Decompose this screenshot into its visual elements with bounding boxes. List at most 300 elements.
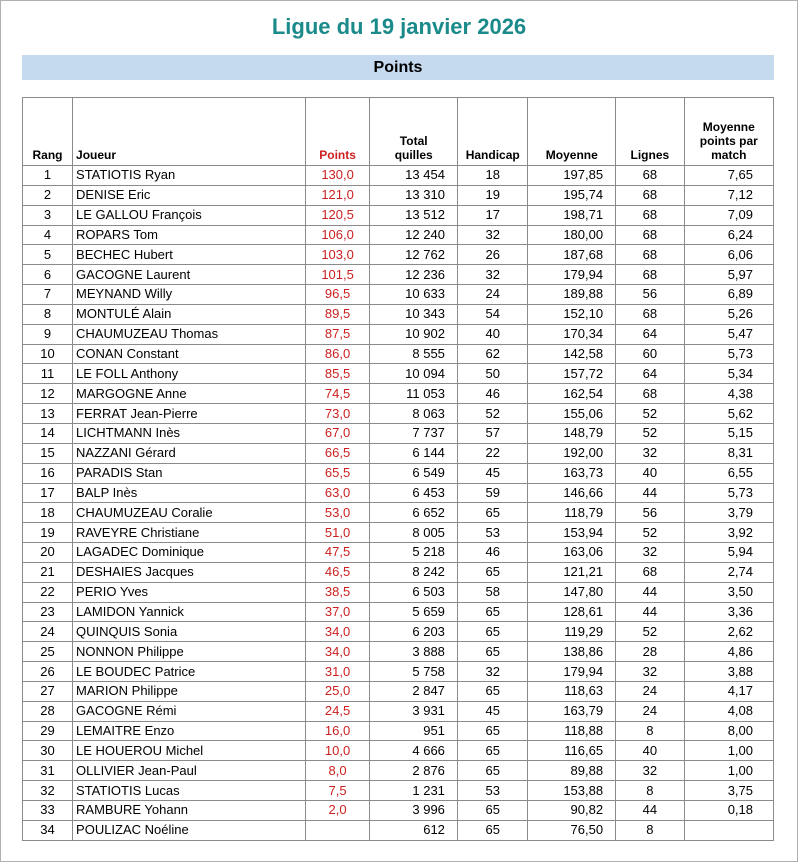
cell-joueur: FERRAT Jean-Pierre [73, 404, 306, 424]
table-row [23, 443, 774, 463]
cell-rang: 26 [23, 662, 73, 682]
cell-moyenne: 118,88 [528, 721, 616, 741]
cell-rang: 4 [23, 225, 73, 245]
cell-handicap: 57 [457, 423, 528, 443]
cell-points: 10,0 [305, 741, 370, 761]
cell-total-quilles: 1 231 [370, 781, 457, 801]
cell-total-quilles: 3 888 [370, 642, 457, 662]
cell-joueur: DESHAIES Jacques [73, 562, 306, 582]
header-mpm-line1: Moyenne [702, 120, 755, 134]
table-row [23, 721, 774, 741]
cell-total-quilles: 10 633 [370, 285, 457, 305]
cell-lignes: 40 [616, 741, 685, 761]
cell-rang: 29 [23, 721, 73, 741]
cell-handicap: 65 [457, 681, 528, 701]
cell-moyenne-points-par-match: 5,73 [684, 344, 773, 364]
cell-points: 8,0 [305, 761, 370, 781]
cell-moyenne: 89,88 [528, 761, 616, 781]
cell-total-quilles: 13 454 [370, 166, 457, 186]
table-row [23, 285, 774, 305]
cell-moyenne: 118,79 [528, 503, 616, 523]
cell-total-quilles: 951 [370, 721, 457, 741]
cell-rang: 33 [23, 801, 73, 821]
cell-moyenne-points-par-match: 5,26 [684, 304, 773, 324]
cell-handicap: 53 [457, 781, 528, 801]
cell-handicap: 17 [457, 205, 528, 225]
table-row [23, 166, 774, 186]
cell-moyenne-points-par-match: 4,86 [684, 642, 773, 662]
cell-moyenne: 146,66 [528, 483, 616, 503]
cell-joueur: BALP Inès [73, 483, 306, 503]
table-row [23, 225, 774, 245]
cell-moyenne: 195,74 [528, 185, 616, 205]
cell-rang: 2 [23, 185, 73, 205]
table-row [23, 245, 774, 265]
cell-handicap: 32 [457, 265, 528, 285]
cell-moyenne: 116,65 [528, 741, 616, 761]
header-moyenne: Moyenne [528, 98, 616, 166]
table-row [23, 622, 774, 642]
cell-moyenne: 197,85 [528, 166, 616, 186]
cell-lignes: 52 [616, 622, 685, 642]
cell-total-quilles: 5 758 [370, 662, 457, 682]
cell-points: 87,5 [305, 324, 370, 344]
table-row [23, 801, 774, 821]
cell-moyenne: 192,00 [528, 443, 616, 463]
cell-handicap: 53 [457, 523, 528, 543]
cell-points: 34,0 [305, 622, 370, 642]
cell-lignes: 56 [616, 503, 685, 523]
cell-rang: 12 [23, 384, 73, 404]
table-row [23, 781, 774, 801]
cell-moyenne-points-par-match: 5,94 [684, 543, 773, 563]
cell-handicap: 65 [457, 503, 528, 523]
cell-moyenne: 162,54 [528, 384, 616, 404]
cell-total-quilles: 10 094 [370, 364, 457, 384]
cell-rang: 6 [23, 265, 73, 285]
cell-lignes: 68 [616, 185, 685, 205]
cell-total-quilles: 6 652 [370, 503, 457, 523]
cell-points: 2,0 [305, 801, 370, 821]
cell-joueur: MARION Philippe [73, 681, 306, 701]
cell-points: 106,0 [305, 225, 370, 245]
cell-rang: 1 [23, 166, 73, 186]
cell-lignes: 68 [616, 205, 685, 225]
cell-lignes: 32 [616, 761, 685, 781]
cell-rang: 19 [23, 523, 73, 543]
cell-joueur: STATIOTIS Lucas [73, 781, 306, 801]
table-row [23, 205, 774, 225]
cell-moyenne-points-par-match: 3,79 [684, 503, 773, 523]
cell-handicap: 62 [457, 344, 528, 364]
cell-total-quilles: 2 876 [370, 761, 457, 781]
cell-joueur: QUINQUIS Sonia [73, 622, 306, 642]
cell-points [305, 820, 370, 840]
cell-joueur: DENISE Eric [73, 185, 306, 205]
cell-moyenne-points-par-match [684, 820, 773, 840]
table-row [23, 404, 774, 424]
cell-handicap: 54 [457, 304, 528, 324]
cell-joueur: LE FOLL Anthony [73, 364, 306, 384]
cell-joueur: CONAN Constant [73, 344, 306, 364]
cell-lignes: 24 [616, 681, 685, 701]
table-row [23, 185, 774, 205]
table-row [23, 681, 774, 701]
cell-points: 130,0 [305, 166, 370, 186]
cell-moyenne-points-par-match: 3,75 [684, 781, 773, 801]
cell-lignes: 40 [616, 463, 685, 483]
table-row [23, 662, 774, 682]
cell-moyenne-points-par-match: 6,89 [684, 285, 773, 305]
cell-moyenne: 121,21 [528, 562, 616, 582]
table-row [23, 344, 774, 364]
cell-rang: 25 [23, 642, 73, 662]
header-total-line1: Total [399, 134, 428, 148]
cell-total-quilles: 8 242 [370, 562, 457, 582]
table-row [23, 562, 774, 582]
cell-moyenne: 147,80 [528, 582, 616, 602]
cell-moyenne-points-par-match: 0,18 [684, 801, 773, 821]
cell-total-quilles: 8 005 [370, 523, 457, 543]
cell-rang: 32 [23, 781, 73, 801]
cell-lignes: 64 [616, 364, 685, 384]
cell-joueur: ROPARS Tom [73, 225, 306, 245]
cell-lignes: 68 [616, 166, 685, 186]
cell-total-quilles: 12 240 [370, 225, 457, 245]
cell-total-quilles: 6 203 [370, 622, 457, 642]
cell-total-quilles: 5 218 [370, 543, 457, 563]
cell-moyenne-points-par-match: 1,00 [684, 741, 773, 761]
cell-points: 121,0 [305, 185, 370, 205]
cell-total-quilles: 2 847 [370, 681, 457, 701]
cell-rang: 22 [23, 582, 73, 602]
cell-handicap: 40 [457, 324, 528, 344]
section-banner: Points [22, 55, 774, 80]
cell-points: 67,0 [305, 423, 370, 443]
cell-joueur: CHAUMUZEAU Coralie [73, 503, 306, 523]
cell-handicap: 65 [457, 820, 528, 840]
cell-joueur: RAVEYRE Christiane [73, 523, 306, 543]
cell-moyenne-points-par-match: 3,36 [684, 602, 773, 622]
table-row [23, 582, 774, 602]
table-row [23, 423, 774, 443]
cell-handicap: 24 [457, 285, 528, 305]
cell-joueur: LE BOUDEC Patrice [73, 662, 306, 682]
cell-points: 96,5 [305, 285, 370, 305]
cell-handicap: 32 [457, 225, 528, 245]
header-points: Points [305, 98, 370, 166]
cell-points: 25,0 [305, 681, 370, 701]
cell-points: 120,5 [305, 205, 370, 225]
cell-moyenne: 148,79 [528, 423, 616, 443]
cell-total-quilles: 8 555 [370, 344, 457, 364]
cell-rang: 20 [23, 543, 73, 563]
cell-moyenne-points-par-match: 7,12 [684, 185, 773, 205]
cell-moyenne-points-par-match: 6,24 [684, 225, 773, 245]
cell-points: 53,0 [305, 503, 370, 523]
cell-moyenne: 128,61 [528, 602, 616, 622]
cell-joueur: OLLIVIER Jean-Paul [73, 761, 306, 781]
cell-lignes: 64 [616, 324, 685, 344]
cell-points: 34,0 [305, 642, 370, 662]
cell-rang: 9 [23, 324, 73, 344]
cell-handicap: 65 [457, 741, 528, 761]
table-row [23, 543, 774, 563]
cell-lignes: 52 [616, 404, 685, 424]
cell-moyenne-points-par-match: 5,34 [684, 364, 773, 384]
table-row [23, 384, 774, 404]
cell-total-quilles: 11 053 [370, 384, 457, 404]
cell-points: 63,0 [305, 483, 370, 503]
cell-joueur: LICHTMANN Inès [73, 423, 306, 443]
table-row [23, 463, 774, 483]
cell-points: 65,5 [305, 463, 370, 483]
header-handicap: Handicap [457, 98, 528, 166]
cell-joueur: PARADIS Stan [73, 463, 306, 483]
cell-rang: 24 [23, 622, 73, 642]
cell-joueur: LEMAITRE Enzo [73, 721, 306, 741]
cell-lignes: 32 [616, 543, 685, 563]
cell-handicap: 19 [457, 185, 528, 205]
cell-moyenne: 142,58 [528, 344, 616, 364]
cell-lignes: 68 [616, 304, 685, 324]
cell-lignes: 68 [616, 245, 685, 265]
cell-rang: 11 [23, 364, 73, 384]
cell-points: 73,0 [305, 404, 370, 424]
table-row [23, 304, 774, 324]
cell-points: 46,5 [305, 562, 370, 582]
cell-handicap: 52 [457, 404, 528, 424]
cell-joueur: LE GALLOU François [73, 205, 306, 225]
cell-joueur: STATIOTIS Ryan [73, 166, 306, 186]
cell-moyenne: 163,06 [528, 543, 616, 563]
cell-rang: 31 [23, 761, 73, 781]
cell-lignes: 32 [616, 443, 685, 463]
header-row [23, 98, 774, 166]
cell-total-quilles: 5 659 [370, 602, 457, 622]
table-row [23, 265, 774, 285]
table-row [23, 820, 774, 840]
cell-total-quilles: 13 310 [370, 185, 457, 205]
cell-rang: 18 [23, 503, 73, 523]
cell-handicap: 18 [457, 166, 528, 186]
cell-rang: 16 [23, 463, 73, 483]
table-row [23, 741, 774, 761]
cell-moyenne: 118,63 [528, 681, 616, 701]
cell-moyenne-points-par-match: 5,47 [684, 324, 773, 344]
cell-rang: 7 [23, 285, 73, 305]
header-mpm-line2: points par [699, 134, 758, 148]
cell-rang: 8 [23, 304, 73, 324]
cell-total-quilles: 4 666 [370, 741, 457, 761]
cell-moyenne-points-par-match: 3,50 [684, 582, 773, 602]
cell-points: 31,0 [305, 662, 370, 682]
cell-points: 89,5 [305, 304, 370, 324]
cell-moyenne: 180,00 [528, 225, 616, 245]
cell-moyenne-points-par-match: 6,06 [684, 245, 773, 265]
header-moyenne-points-par-match [684, 98, 773, 166]
cell-moyenne-points-par-match: 4,38 [684, 384, 773, 404]
cell-joueur: MEYNAND Willy [73, 285, 306, 305]
cell-handicap: 65 [457, 801, 528, 821]
cell-points: 47,5 [305, 543, 370, 563]
cell-rang: 10 [23, 344, 73, 364]
cell-lignes: 32 [616, 662, 685, 682]
cell-handicap: 65 [457, 562, 528, 582]
cell-moyenne-points-par-match: 7,65 [684, 166, 773, 186]
cell-points: 37,0 [305, 602, 370, 622]
cell-joueur: NAZZANI Gérard [73, 443, 306, 463]
cell-lignes: 56 [616, 285, 685, 305]
cell-handicap: 46 [457, 543, 528, 563]
cell-total-quilles: 7 737 [370, 423, 457, 443]
table-row [23, 364, 774, 384]
cell-total-quilles: 3 931 [370, 701, 457, 721]
cell-moyenne-points-par-match: 7,09 [684, 205, 773, 225]
header-mpm-line3: match [711, 148, 747, 162]
cell-moyenne-points-par-match: 6,55 [684, 463, 773, 483]
cell-points: 24,5 [305, 701, 370, 721]
cell-moyenne: 163,79 [528, 701, 616, 721]
cell-moyenne: 155,06 [528, 404, 616, 424]
cell-total-quilles: 3 996 [370, 801, 457, 821]
table-row [23, 642, 774, 662]
cell-total-quilles: 6 549 [370, 463, 457, 483]
cell-points: 101,5 [305, 265, 370, 285]
cell-lignes: 44 [616, 602, 685, 622]
cell-lignes: 68 [616, 265, 685, 285]
table-row [23, 324, 774, 344]
cell-joueur: GACOGNE Rémi [73, 701, 306, 721]
cell-rang: 34 [23, 820, 73, 840]
cell-handicap: 45 [457, 463, 528, 483]
cell-points: 51,0 [305, 523, 370, 543]
cell-total-quilles: 12 236 [370, 265, 457, 285]
cell-lignes: 44 [616, 801, 685, 821]
table-row [23, 503, 774, 523]
cell-rang: 3 [23, 205, 73, 225]
cell-rang: 28 [23, 701, 73, 721]
cell-joueur: GACOGNE Laurent [73, 265, 306, 285]
cell-handicap: 22 [457, 443, 528, 463]
table-row [23, 701, 774, 721]
table-row [23, 523, 774, 543]
cell-joueur: PERIO Yves [73, 582, 306, 602]
cell-moyenne: 187,68 [528, 245, 616, 265]
cell-moyenne: 138,86 [528, 642, 616, 662]
cell-points: 86,0 [305, 344, 370, 364]
cell-moyenne: 170,34 [528, 324, 616, 344]
header-total-line2: quilles [394, 148, 433, 162]
cell-points: 74,5 [305, 384, 370, 404]
cell-moyenne-points-par-match: 5,15 [684, 423, 773, 443]
cell-handicap: 50 [457, 364, 528, 384]
cell-lignes: 24 [616, 701, 685, 721]
cell-total-quilles: 13 512 [370, 205, 457, 225]
cell-total-quilles: 8 063 [370, 404, 457, 424]
cell-moyenne-points-par-match: 1,00 [684, 761, 773, 781]
cell-moyenne-points-par-match: 4,08 [684, 701, 773, 721]
cell-handicap: 58 [457, 582, 528, 602]
cell-rang: 13 [23, 404, 73, 424]
header-lignes: Lignes [616, 98, 685, 166]
cell-rang: 27 [23, 681, 73, 701]
cell-rang: 21 [23, 562, 73, 582]
cell-handicap: 45 [457, 701, 528, 721]
cell-moyenne-points-par-match: 5,97 [684, 265, 773, 285]
cell-moyenne-points-par-match: 3,92 [684, 523, 773, 543]
cell-handicap: 65 [457, 761, 528, 781]
cell-points: 7,5 [305, 781, 370, 801]
cell-joueur: MONTULÉ Alain [73, 304, 306, 324]
cell-lignes: 60 [616, 344, 685, 364]
header-joueur: Joueur [73, 98, 306, 166]
cell-total-quilles: 6 453 [370, 483, 457, 503]
cell-joueur: MARGOGNE Anne [73, 384, 306, 404]
header-rang: Rang [23, 98, 73, 166]
cell-lignes: 68 [616, 562, 685, 582]
table-row [23, 483, 774, 503]
cell-moyenne: 90,82 [528, 801, 616, 821]
cell-rang: 17 [23, 483, 73, 503]
cell-moyenne: 119,29 [528, 622, 616, 642]
cell-moyenne-points-par-match: 8,31 [684, 443, 773, 463]
cell-lignes: 28 [616, 642, 685, 662]
cell-total-quilles: 12 762 [370, 245, 457, 265]
cell-joueur: POULIZAC Noéline [73, 820, 306, 840]
cell-total-quilles: 612 [370, 820, 457, 840]
cell-moyenne-points-par-match: 5,62 [684, 404, 773, 424]
cell-lignes: 52 [616, 523, 685, 543]
table-row [23, 761, 774, 781]
cell-moyenne: 189,88 [528, 285, 616, 305]
cell-total-quilles: 6 144 [370, 443, 457, 463]
cell-joueur: LE HOUEROU Michel [73, 741, 306, 761]
cell-total-quilles: 10 343 [370, 304, 457, 324]
cell-joueur: CHAUMUZEAU Thomas [73, 324, 306, 344]
cell-rang: 14 [23, 423, 73, 443]
cell-joueur: NONNON Philippe [73, 642, 306, 662]
header-total-quilles [370, 98, 457, 166]
cell-points: 85,5 [305, 364, 370, 384]
page-title: Ligue du 19 janvier 2026 [271, 14, 527, 39]
cell-moyenne: 153,88 [528, 781, 616, 801]
cell-handicap: 46 [457, 384, 528, 404]
cell-moyenne: 76,50 [528, 820, 616, 840]
cell-lignes: 44 [616, 483, 685, 503]
cell-moyenne: 179,94 [528, 662, 616, 682]
cell-handicap: 65 [457, 602, 528, 622]
cell-joueur: RAMBURE Yohann [73, 801, 306, 821]
ranking-table [22, 97, 774, 841]
cell-handicap: 59 [457, 483, 528, 503]
cell-lignes: 68 [616, 384, 685, 404]
cell-rang: 5 [23, 245, 73, 265]
cell-joueur: LAGADEC Dominique [73, 543, 306, 563]
cell-points: 38,5 [305, 582, 370, 602]
cell-lignes: 8 [616, 781, 685, 801]
cell-moyenne-points-par-match: 5,73 [684, 483, 773, 503]
cell-moyenne-points-par-match: 2,74 [684, 562, 773, 582]
cell-moyenne-points-par-match: 2,62 [684, 622, 773, 642]
cell-moyenne-points-par-match: 8,00 [684, 721, 773, 741]
cell-handicap: 32 [457, 662, 528, 682]
cell-rang: 23 [23, 602, 73, 622]
cell-lignes: 44 [616, 582, 685, 602]
cell-lignes: 68 [616, 225, 685, 245]
cell-moyenne: 157,72 [528, 364, 616, 384]
cell-moyenne: 179,94 [528, 265, 616, 285]
